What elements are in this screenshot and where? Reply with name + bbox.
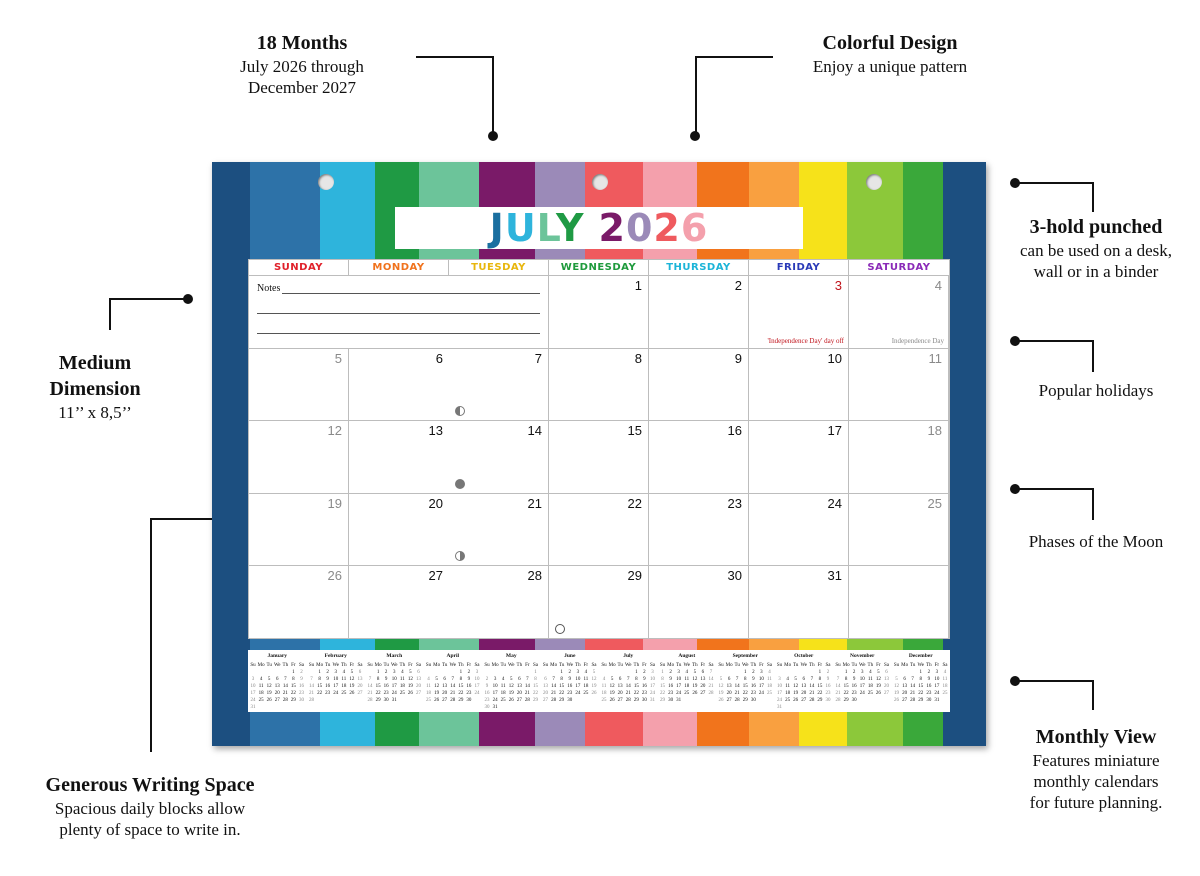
mini-month (365, 650, 424, 712)
calendar-board (212, 162, 986, 746)
connector-line (492, 56, 494, 134)
weekday-header (249, 260, 949, 276)
weekday-label: SUNDAY (249, 260, 349, 275)
callout-moon-phases (996, 531, 1196, 552)
mini-calendars (248, 650, 950, 712)
mini-month-title: August (678, 653, 696, 659)
callout-text: December 2027 (247, 78, 357, 97)
mini-month-title: November (850, 653, 875, 659)
weeks (249, 276, 949, 639)
day-number: 23 (727, 495, 742, 511)
day-number: 6 (435, 350, 443, 366)
mini-month-grid: Su Mo Tu We Th Fr Sa 1 2 3 4 5 6 7 8 9 10 11 12 13 14 15 16 17 18 19 20 21 22 23 24 25 26 27 28 29 30 31 (367, 663, 421, 703)
day-number: 25 (927, 495, 942, 511)
day-number: 9 (734, 350, 742, 366)
callout-text: monthly calendars (1033, 772, 1159, 791)
notes-line (257, 294, 540, 314)
callout-text: wall or in a binder (1033, 262, 1159, 281)
connector-line (150, 518, 152, 752)
callout-text: Popular holidays (1038, 381, 1154, 400)
day-cell[interactable] (249, 494, 349, 567)
notes-line (257, 314, 540, 334)
day-number: 18 (927, 423, 942, 439)
day-number: 31 (827, 568, 842, 584)
day-cell[interactable] (749, 566, 849, 639)
callout-title: Colorful Design (822, 32, 958, 54)
mini-month-title: June (564, 653, 576, 659)
connector-dot (690, 131, 700, 141)
mini-month-title: December (908, 653, 933, 659)
day-number: 22 (627, 495, 642, 511)
day-cell[interactable] (449, 494, 549, 567)
day-cell[interactable] (649, 276, 749, 349)
day-number: 27 (428, 568, 443, 584)
day-number: 8 (634, 350, 642, 366)
mini-month-grid: Su Mo Tu We Th Fr Sa 1 2 3 4 5 6 7 8 9 10 11 12 13 14 15 16 17 18 19 20 21 22 23 24 25 26 27 28 29 30 31 (776, 663, 831, 710)
callout-title: Generous Writing Space (45, 774, 255, 796)
mini-month (307, 650, 366, 712)
mini-month-grid: Su Mo Tu We Th Fr Sa 1 2 3 4 5 6 7 8 9 10 11 12 13 14 15 16 17 18 19 20 21 22 23 24 25 26 27 28 29 30 31 (601, 663, 655, 703)
callout-title: Dimension (49, 378, 141, 400)
day-cell[interactable] (549, 349, 649, 422)
day-number: 28 (527, 568, 542, 584)
mini-month-grid: Su Mo Tu We Th Fr Sa 1 2 3 4 5 6 7 8 9 10 11 12 13 14 15 16 17 18 19 20 21 22 23 24 25 26 27 28 29 30 (542, 663, 597, 703)
mini-month-title: April (446, 653, 460, 659)
day-cell[interactable] (749, 421, 849, 494)
mini-month-grid: Su Mo Tu We Th Fr Sa 1 2 3 4 5 6 7 8 9 10 11 12 13 14 15 16 17 18 19 20 21 22 23 24 25 26 27 28 29 30 (835, 663, 889, 703)
mini-month (775, 650, 834, 712)
day-cell[interactable] (849, 494, 949, 567)
mini-month (833, 650, 892, 712)
month-title (395, 207, 803, 249)
callout-text: for future planning. (1029, 793, 1163, 812)
day-number: 11 (928, 350, 942, 366)
moon-new-icon (455, 479, 465, 489)
day-cell[interactable] (549, 276, 649, 349)
mini-month-grid: Su Mo Tu We Th Fr Sa 1 2 3 4 5 6 7 8 9 10 11 12 13 14 15 16 17 18 19 20 21 22 23 24 25 26 27 28 29 30 31 (659, 663, 714, 703)
mini-month-grid: Su Mo Tu We Th Fr Sa 1 2 3 4 5 6 7 8 9 10 11 12 13 14 15 16 17 18 19 20 21 22 23 24 25 26 27 28 29 30 (425, 663, 480, 703)
day-cell[interactable] (749, 349, 849, 422)
mini-month (658, 650, 717, 712)
weekday-label: MONDAY (349, 260, 449, 275)
day-number: 16 (727, 423, 742, 439)
day-cell[interactable] (749, 494, 849, 567)
day-cell[interactable] (849, 349, 949, 422)
day-cell[interactable] (249, 421, 349, 494)
mini-month-title: October (794, 653, 814, 659)
callout-text: Spacious daily blocks allow (54, 799, 246, 818)
day-number: 15 (627, 423, 642, 439)
day-number: 7 (534, 350, 542, 366)
connector-line (1092, 182, 1094, 212)
mini-month (892, 650, 951, 712)
day-cell[interactable] (649, 494, 749, 567)
weekday-label: SATURDAY (867, 262, 931, 273)
day-number: 24 (827, 495, 842, 511)
callout-text: Phases of the Moon (1028, 532, 1164, 551)
notes-cell[interactable] (249, 276, 549, 349)
weekday-label: FRIDAY (749, 260, 849, 275)
connector-line (1092, 340, 1094, 372)
month-name: JULY (489, 206, 585, 250)
mini-month-title: January (267, 653, 288, 659)
connector-line (1014, 340, 1094, 342)
day-number: 5 (334, 350, 342, 366)
mini-month (716, 650, 775, 712)
mini-month-grid: Su Mo Tu We Th Fr Sa 1 2 3 4 5 6 7 8 9 10 11 12 13 14 15 16 17 18 19 20 21 22 23 24 25 26 27 28 29 30 31 (250, 663, 304, 710)
connector-dot (488, 131, 498, 141)
day-number: 29 (627, 568, 642, 584)
moon-last-quarter-icon (455, 406, 465, 416)
callout-text: Enjoy a unique pattern (812, 57, 968, 76)
mini-month-title: July (623, 653, 634, 659)
weekday-label: TUESDAY (449, 260, 549, 275)
callout-title: Monthly View (1035, 726, 1157, 748)
day-cell[interactable] (549, 566, 649, 639)
day-number: 4 (934, 278, 942, 293)
mini-month (424, 650, 483, 712)
day-number: 21 (527, 495, 542, 511)
day-number: 19 (327, 495, 342, 511)
connector-line (1092, 680, 1094, 710)
mini-month-grid: Su Mo Tu We Th Fr Sa 1 2 3 4 5 6 7 8 9 10 11 12 13 14 15 16 17 18 19 20 21 22 23 24 25 26 27 28 (308, 663, 363, 703)
day-number: 20 (428, 495, 443, 511)
day-cell[interactable] (349, 421, 449, 494)
day-cell-empty (849, 566, 949, 639)
mini-month (599, 650, 658, 712)
callout-18-months (212, 30, 392, 98)
day-number: 26 (327, 568, 342, 584)
day-number: 17 (827, 423, 842, 439)
callout-text: plenty of space to write in. (59, 820, 241, 839)
day-cell[interactable] (349, 349, 449, 422)
callout-title: 3-hold punched (1029, 216, 1163, 238)
day-number: 13 (428, 423, 443, 439)
connector-line (1092, 488, 1094, 520)
mini-month-grid: Su Mo Tu We Th Fr Sa 1 2 3 4 5 6 7 8 9 10 11 12 13 14 15 16 17 18 19 20 21 22 23 24 25 26 27 28 29 30 (718, 663, 772, 703)
callout-monthly-view (996, 724, 1196, 813)
moon-first-quarter-icon (455, 551, 465, 561)
day-cell[interactable] (349, 494, 449, 567)
punch-hole (318, 174, 334, 190)
day-cell[interactable] (849, 421, 949, 494)
callout-text: can be used on a desk, (1019, 241, 1172, 260)
day-number: 10 (827, 350, 842, 366)
weekday-label: THURSDAY (649, 260, 749, 275)
month-year: 2026 (598, 206, 709, 250)
mini-month-grid: Su Mo Tu We Th Fr Sa 1 2 3 4 5 6 7 8 9 10 11 12 13 14 15 16 17 18 19 20 21 22 23 24 25 26 27 28 29 30 31 (893, 663, 948, 703)
holiday-note: 'Independence Day' day off (767, 336, 844, 345)
mini-month-grid: Su Mo Tu We Th Fr Sa 1 2 3 4 5 6 7 8 9 10 11 12 13 14 15 16 17 18 19 20 21 22 23 24 25 26 27 28 29 30 31 (484, 663, 538, 710)
mini-month-title: May (505, 653, 517, 659)
day-cell[interactable] (449, 349, 549, 422)
day-cell[interactable] (449, 566, 549, 639)
day-number: 1 (634, 278, 642, 293)
connector-line (695, 56, 697, 134)
punch-hole (592, 174, 608, 190)
connector-line (416, 56, 494, 58)
callout-text: Features miniature (1032, 751, 1160, 770)
callout-hole-punched (996, 214, 1196, 282)
notes-area (257, 280, 540, 334)
callout-colorful-design (790, 30, 990, 77)
day-cell[interactable] (849, 276, 949, 349)
notes-label: Notes (257, 283, 281, 294)
day-number: 12 (327, 423, 342, 439)
day-number: 14 (527, 423, 542, 439)
connector-line (109, 298, 187, 300)
day-cell[interactable] (249, 566, 349, 639)
callout-text: 11’’ x 8,5’’ (58, 403, 132, 422)
callout-holidays (996, 380, 1196, 401)
day-cell[interactable] (649, 421, 749, 494)
mini-month (541, 650, 600, 712)
connector-line (109, 298, 111, 330)
mini-month-title: February (324, 653, 347, 659)
day-number: 3 (834, 278, 842, 293)
day-number: 2 (734, 278, 742, 293)
callout-medium-dimension (40, 350, 150, 423)
mini-month-title: March (386, 653, 403, 659)
holiday-note: Independence Day (891, 336, 944, 345)
connector-line (1014, 488, 1094, 490)
callout-text: July 2026 through (240, 57, 364, 76)
mini-month-title: September (732, 653, 758, 659)
connector-line (1014, 680, 1094, 682)
connector-line (695, 56, 773, 58)
mini-month (248, 650, 307, 712)
moon-full-icon (555, 624, 565, 634)
month-grid (248, 259, 950, 639)
callout-title: 18 Months (256, 32, 348, 54)
day-cell[interactable] (649, 349, 749, 422)
day-cell[interactable] (749, 276, 849, 349)
day-cell[interactable] (349, 566, 449, 639)
mini-month (482, 650, 541, 712)
day-cell[interactable] (549, 421, 649, 494)
callout-writing-space (20, 772, 280, 840)
day-cell[interactable] (549, 494, 649, 567)
day-number: 30 (727, 568, 742, 584)
weekday-label: WEDNESDAY (549, 260, 649, 275)
day-cell[interactable] (449, 421, 549, 494)
callout-title: Medium (58, 352, 132, 374)
connector-line (1014, 182, 1094, 184)
punch-hole (866, 174, 882, 190)
day-cell[interactable] (249, 349, 349, 422)
day-cell[interactable] (649, 566, 749, 639)
